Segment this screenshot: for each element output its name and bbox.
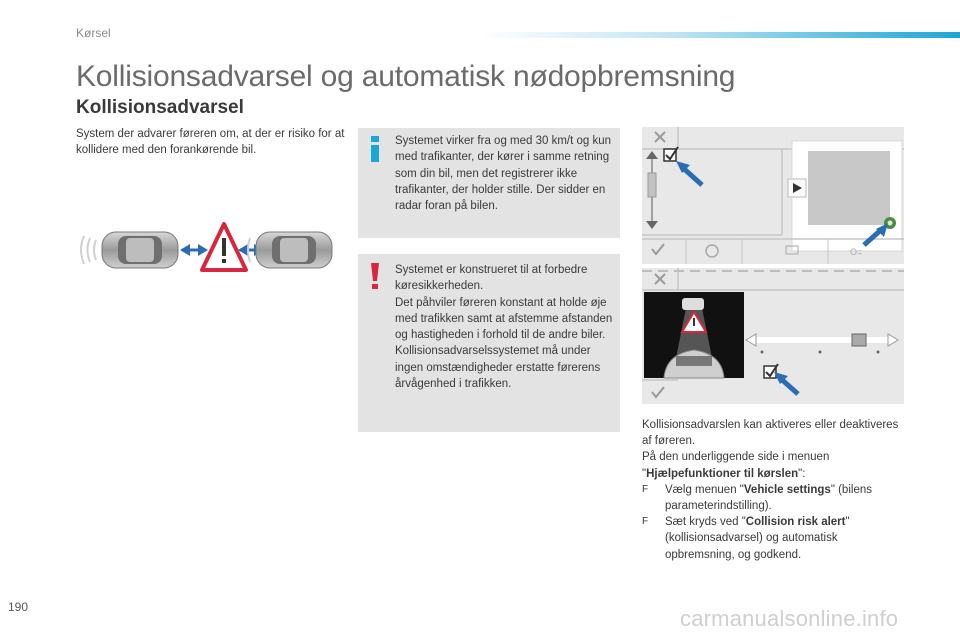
- warning-box-text: [395, 262, 613, 392]
- watermark: carmanualsonline.info: [680, 606, 899, 631]
- bullet-icon: F: [642, 483, 649, 495]
- checkbox-icon: [664, 147, 678, 161]
- screen-divider: [642, 262, 904, 270]
- intro-text: System der advarer føreren om, at der er risiko for at kollidere med den forankørende bil.: [76, 128, 345, 156]
- exclamation-icon: [368, 263, 382, 294]
- section-label: Kørsel: [76, 26, 111, 40]
- activation-text: Kollisionsadvarslen kan aktiveres eller deaktiveres af føreren.: [642, 419, 899, 448]
- warning-triangle-icon: [202, 224, 246, 270]
- warning-line-1: Systemet er konstrueret til at forbedre køresikkerheden.: [395, 264, 588, 293]
- menu-name: Hjælpefunktioner til kørslen: [646, 467, 799, 480]
- double-arrow-left-icon: [180, 244, 208, 256]
- section-subtitle: Kollisionsadvarsel: [76, 97, 244, 118]
- instruction-bullet-1: F Vælg menuen "Vehicle settings" (bilens parameterindstilling).: [642, 483, 872, 513]
- warning-line-2: Det påhviler føreren konstant at holde øje med trafikken samt at afstemme afstanden og hastigheden i forhold til de andre biler.: [395, 296, 613, 342]
- info-box-text: Systemet virker fra og med 30 km/t og kun med trafikanter, der kører i samme retning som din bil, men det registrerer ikke trafikanter, der holder stille. Der sidder en radar foran på bilen.: [395, 135, 612, 213]
- warning-line-3: Kollisionsadvarselssystemet må under ingen omstændigheder erstatte førerens årvågenhed i trafikken.: [395, 345, 601, 391]
- info-icon: [368, 136, 382, 167]
- bullet-icon: F: [642, 516, 649, 528]
- radar-waves-left: [81, 236, 96, 264]
- car-left-icon: [102, 232, 178, 268]
- menu-path-text: På den underliggende side i menuen "Hjælpefunktioner til kørslen":: [642, 451, 830, 480]
- collision-risk-alert-label: Collision risk alert: [745, 516, 846, 529]
- instruction-bullet-2: F Sæt kryds ved "Collision risk alert" (kollisionsadvarsel) og automatisk opbremsning, og godkend.: [642, 516, 850, 561]
- collision-illustration: [76, 216, 342, 284]
- info-box: [358, 128, 620, 238]
- checkbox-icon: [764, 364, 778, 378]
- settings-screen-top: [642, 127, 904, 264]
- svg-text:O=: O=: [850, 247, 863, 257]
- road-scene-icon: [644, 292, 744, 378]
- warning-box: [358, 254, 620, 432]
- page-number: 190: [8, 600, 29, 614]
- header-gradient-bar: [480, 32, 960, 38]
- vehicle-settings-label: Vehicle settings: [743, 483, 831, 496]
- settings-screen-bottom: [642, 268, 904, 404]
- car-right-icon: [256, 232, 332, 268]
- right-instructions: [642, 417, 904, 563]
- page-title: Kollisionsadvarsel og automatisk nødopbremsning: [76, 60, 736, 93]
